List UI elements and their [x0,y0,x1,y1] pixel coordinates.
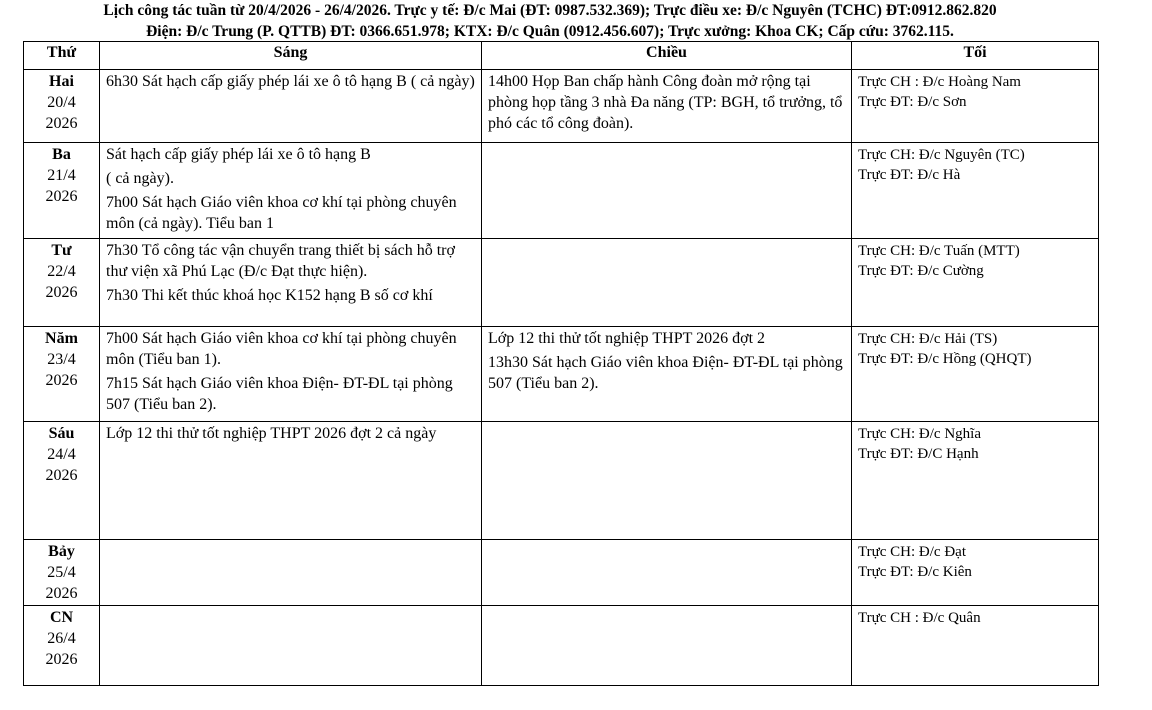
day-name: Hai [49,73,74,90]
schedule-entry: 14h00 Họp Ban chấp hành Công đoàn mở rộng tại phòng họp tầng 3 nhà Đa năng (TP: BGH, tổ trưởng, tổ phó các tổ công đoàn). [488,73,843,132]
day-year: 2026 [45,651,78,668]
schedule-entry: Sát hạch cấp giấy phép lái xe ô tô hạng B [106,146,371,163]
day-cell [24,70,100,143]
afternoon-cell [482,239,852,327]
schedule-entry: Trực CH: Đ/c Nghĩa [858,426,981,442]
schedule-row [24,143,1099,239]
morning-cell [100,422,482,540]
morning-cell [100,606,482,686]
afternoon-cell [482,422,852,540]
morning-cell [100,540,482,606]
column-header-evening: Tối [852,42,1099,70]
day-year: 2026 [45,372,78,389]
day-name: Sáu [48,425,75,442]
morning-cell [100,143,482,239]
schedule-entry: ( cả ngày). [106,170,174,187]
day-year: 2026 [45,585,78,602]
schedule-row [24,239,1099,327]
day-year: 2026 [45,467,78,484]
column-header-afternoon: Chiều [482,42,852,70]
day-date: 22/4 [47,263,76,280]
evening-cell [852,422,1099,540]
schedule-entry: Trực CH : Đ/c Quân [858,610,981,626]
schedule-row [24,422,1099,540]
afternoon-cell [482,606,852,686]
column-header-morning: Sáng [100,42,482,70]
afternoon-cell [482,143,852,239]
weekly-schedule-table [23,41,1099,686]
day-name: Năm [45,330,78,347]
morning-cell [100,239,482,327]
day-cell [24,327,100,422]
day-cell [24,606,100,686]
schedule-entry: Trực ĐT: Đ/c Hồng (QHQT) [858,351,1032,367]
schedule-entry: Trực CH: Đ/c Tuấn (MTT) [858,243,1020,259]
day-name: Tư [51,242,72,259]
day-year: 2026 [45,188,78,205]
evening-cell [852,143,1099,239]
schedule-entry: Trực CH: Đ/c Nguyên (TC) [858,147,1025,163]
schedule-body [24,70,1099,686]
schedule-entry: Lớp 12 thi thử tốt nghiệp THPT 2026 đợt 2 [488,330,766,347]
evening-cell [852,606,1099,686]
schedule-entry: 7h00 Sát hạch Giáo viên khoa cơ khí tại phòng chuyên môn (cả ngày). Tiểu ban 1 [106,194,457,232]
day-year: 2026 [45,115,78,132]
day-date: 25/4 [47,564,76,581]
day-year: 2026 [45,284,78,301]
schedule-entry: 7h30 Tổ công tác vận chuyển trang thiết bị sách hỗ trợ thư viện xã Phú Lạc (Đ/c Đạt thực hiện). [106,242,455,280]
day-date: 23/4 [47,351,76,368]
morning-cell [100,327,482,422]
afternoon-cell [482,540,852,606]
evening-cell [852,70,1099,143]
schedule-entry: Trực CH : Đ/c Hoàng Nam [858,74,1021,90]
morning-cell [100,70,482,143]
afternoon-cell [482,70,852,143]
schedule-row [24,70,1099,143]
schedule-row [24,606,1099,686]
schedule-entry: 6h30 Sát hạch cấp giấy phép lái xe ô tô hạng B ( cả ngày) [106,73,475,90]
evening-cell [852,239,1099,327]
day-date: 24/4 [47,446,76,463]
day-cell [24,540,100,606]
day-cell [24,143,100,239]
schedule-entry: 7h00 Sát hạch Giáo viên khoa cơ khí tại phòng chuyên môn (Tiểu ban 1). [106,330,457,368]
evening-cell [852,327,1099,422]
day-cell [24,422,100,540]
day-name: CN [49,609,74,626]
schedule-entry: Trực CH: Đ/c Hải (TS) [858,331,998,347]
schedule-header-line-1: Lịch công tác tuần từ 20/4/2026 - 26/4/2026. Trực y tế: Đ/c Mai (ĐT: 0987.532.369); Trực điều xe: Đ/c Nguyên (TCHC) ĐT:0912.862.820 [103,2,997,19]
column-header-day: Thứ [24,42,100,70]
schedule-entry: Trực CH: Đ/c Đạt [858,544,966,560]
day-date: 20/4 [47,94,76,111]
day-date: 21/4 [47,167,76,184]
schedule-entry: 7h30 Thi kết thúc khoá học K152 hạng B số cơ khí [106,287,433,304]
schedule-entry: Trực ĐT: Đ/C Hạnh [858,446,979,462]
schedule-row [24,327,1099,422]
schedule-row [24,540,1099,606]
schedule-header-line-2: Điện: Đ/c Trung (P. QTTB) ĐT: 0366.651.978; KTX: Đ/c Quân (0912.456.607); Trực xưởng: Khoa CK; Cấp cứu: 3762.115. [146,23,954,40]
table-header-row [24,42,1099,70]
schedule-entry: Trực ĐT: Đ/c Kiên [858,564,972,580]
schedule-entry: Trực ĐT: Đ/c Cường [858,263,984,279]
schedule-entry: 13h30 Sát hạch Giáo viên khoa Điện- ĐT-ĐL tại phòng 507 (Tiểu ban 2). [488,354,843,392]
schedule-entry: Lớp 12 thi thử tốt nghiệp THPT 2026 đợt 2 cả ngày [106,425,437,442]
schedule-entry: Trực ĐT: Đ/c Sơn [858,94,967,110]
day-name: Ba [52,146,71,163]
day-date: 26/4 [47,630,76,647]
day-name: Bảy [48,543,75,560]
day-cell [24,239,100,327]
schedule-entry: Trực ĐT: Đ/c Hà [858,167,961,183]
schedule-entry: 7h15 Sát hạch Giáo viên khoa Điện- ĐT-ĐL tại phòng 507 (Tiểu ban 2). [106,375,453,413]
evening-cell [852,540,1099,606]
afternoon-cell [482,327,852,422]
